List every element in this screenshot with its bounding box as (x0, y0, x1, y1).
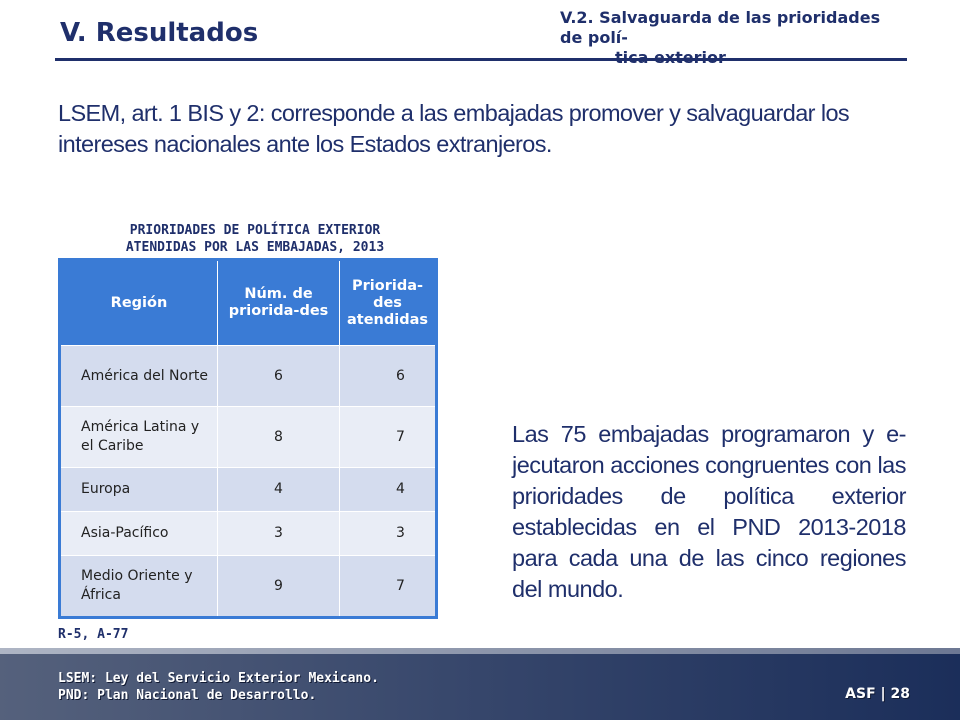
table-row (61, 346, 435, 407)
page-number: ASF | 28 (845, 686, 910, 702)
table-cell-attended: 7 (340, 556, 436, 617)
table-cell-region: Medio Oriente y África (61, 556, 218, 617)
table-cell-priorities: 4 (218, 468, 340, 512)
table-cell-region: Asia-Pacífico (61, 512, 218, 556)
table-row (61, 468, 435, 512)
column-header-priorities: Núm. de priorida-des (218, 261, 340, 346)
footer-band (0, 648, 960, 654)
table-cell-priorities: 8 (218, 407, 340, 468)
table-caption-line1: PRIORIDADES DE POLÍTICA EXTERIOR (129, 223, 381, 238)
table-row (61, 512, 435, 556)
source-reference: R-5, A-77 (58, 627, 129, 642)
table-row (61, 407, 435, 468)
column-header-attended: Priorida-des atendidas (340, 261, 436, 346)
table-cell-region: Europa (61, 468, 218, 512)
footer-notes (58, 670, 379, 704)
footer-note-pnd: PND: Plan Nacional de Desarrollo. (58, 688, 317, 703)
table-caption-line2: ATENDIDAS POR LAS EMBAJADAS, 2013 (125, 240, 385, 255)
summary-paragraph: Las 75 embajadas programaron y e-jecutaron acciones congruentes con las prioridades de política exterior establecidas en el PND 2013-2018 para cada una de las cinco regiones del mundo. (512, 421, 906, 602)
table-cell-region: América del Norte (61, 346, 218, 407)
table-cell-priorities: 9 (218, 556, 340, 617)
table-cell-attended: 6 (340, 346, 436, 407)
table-row (61, 556, 435, 617)
table-cell-priorities: 6 (218, 346, 340, 407)
header-divider (55, 58, 907, 61)
table-caption (40, 222, 470, 256)
table-cell-attended: 3 (340, 512, 436, 556)
priorities-table (58, 258, 438, 619)
table-cell-region: América Latina y el Caribe (61, 407, 218, 468)
footer-bar (0, 648, 960, 720)
intro-paragraph: LSEM, art. 1 BIS y 2: corresponde a las embajadas promover y salvaguardar los intereses nacionales ante los Estados extranjeros. (58, 100, 850, 157)
subsection-title-line1: V.2. Salvaguarda de las prioridades de polí- (560, 8, 881, 47)
footer-note-lsem: LSEM: Ley del Servicio Exterior Mexicano. (58, 671, 379, 686)
column-header-region: Región (61, 261, 218, 346)
section-title: V. Resultados (60, 18, 259, 48)
table-cell-attended: 7 (340, 407, 436, 468)
table-header-row (61, 261, 435, 346)
table-cell-attended: 4 (340, 468, 436, 512)
table-cell-priorities: 3 (218, 512, 340, 556)
